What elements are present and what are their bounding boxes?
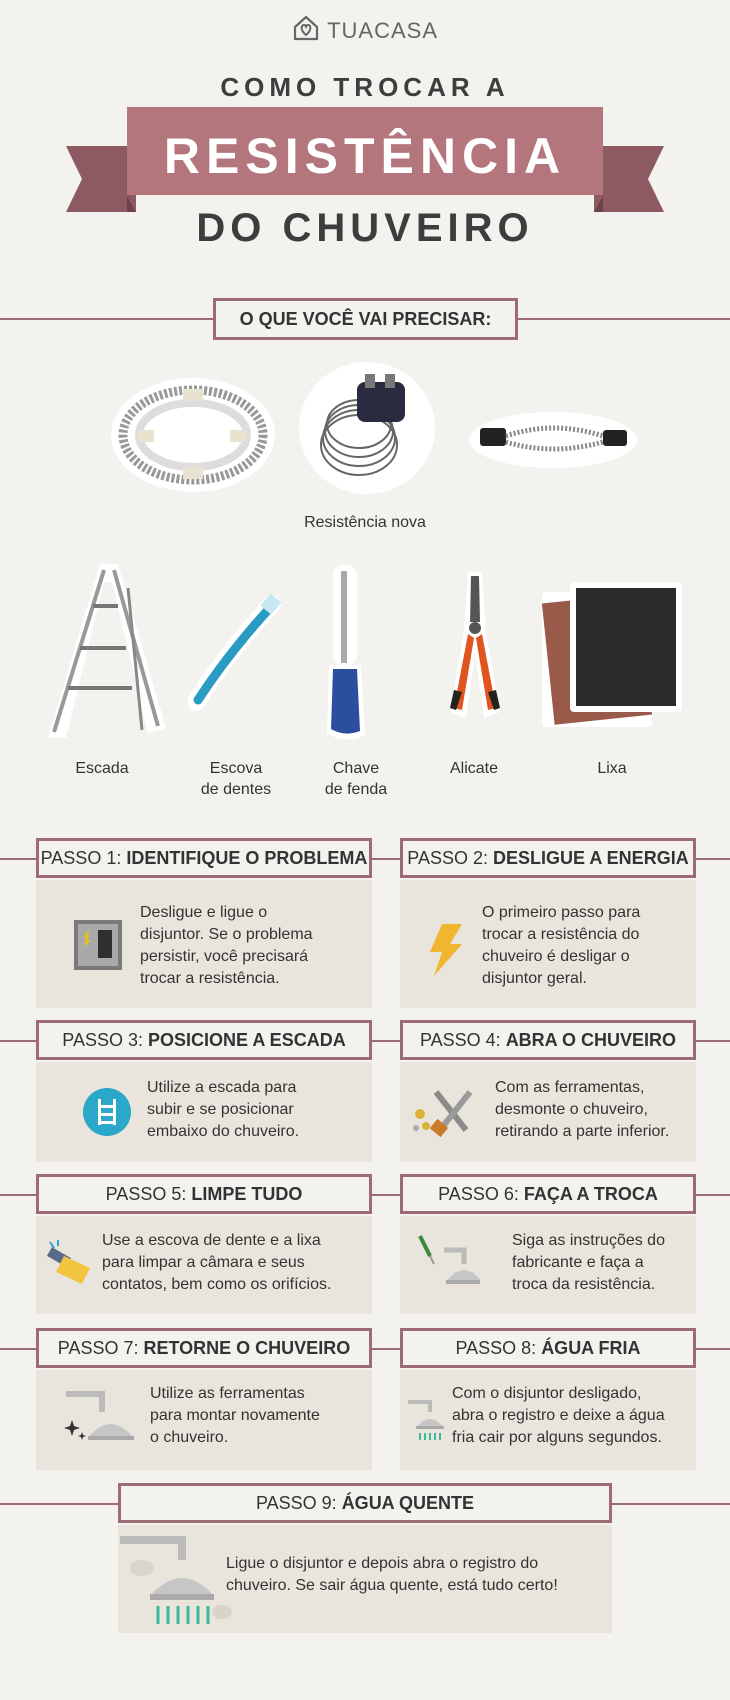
step-8-title: PASSO 8: ÁGUA FRIA (400, 1328, 696, 1368)
step-9-title: PASSO 9: ÁGUA QUENTE (118, 1483, 612, 1523)
shower-screwdriver-icon (416, 1234, 480, 1290)
screwdriver-image (325, 565, 385, 745)
brand-logo (0, 14, 730, 48)
lightning-icon (426, 922, 466, 978)
shower-hot-icon (118, 1532, 234, 1630)
step-5-title: PASSO 5: LIMPE TUDO (36, 1174, 372, 1214)
step-5-text: Use a escova de dente e a lixa para limpar a câmara e seus contatos, bem como os orifícios. (102, 1232, 332, 1293)
title-line-3: DO CHUVEIRO (196, 206, 534, 250)
resistance-straight-image (468, 410, 638, 470)
title-line-2: RESISTÊNCIA (163, 128, 567, 184)
step-6-text: Siga as instruções do fabricante e faça a troca da resistência. (512, 1232, 665, 1293)
tool-label: Alicate (449, 760, 499, 777)
title-ribbon (127, 107, 603, 195)
brand-name: TUACASA (327, 18, 439, 43)
resistance-ring-image (108, 375, 278, 495)
pliers-image (440, 572, 510, 722)
tool-label: Chave de fenda (324, 760, 388, 798)
step-7-title: PASSO 7: RETORNE O CHUVEIRO (36, 1328, 372, 1368)
sandpaper-image (540, 580, 685, 730)
step-1-text: Desligue e ligue o disjuntor. Se o problema persistir, você precisará trocar a resistência. (140, 904, 313, 987)
step-4-text: Com as ferramentas, desmonte o chuveiro, retirando a parte inferior. (495, 1079, 670, 1140)
tool-label: Escada (75, 760, 129, 777)
title-line-1: COMO TROCAR A (220, 72, 510, 102)
step-9-text: Ligue o disjuntor e depois abra o registro do chuveiro. Se sair água quente, está tudo certo! (226, 1555, 558, 1594)
step-2-text: O primeiro passo para trocar a resistência do chuveiro é desligar o disjuntor geral. (482, 904, 641, 987)
tools-icon (410, 1084, 482, 1140)
step-1-title: PASSO 1: IDENTIFIQUE O PROBLEMA (36, 838, 372, 878)
step-3-title: PASSO 3: POSICIONE A ESCADA (36, 1020, 372, 1060)
ladder-image (40, 558, 170, 743)
step-8-text: Com o disjuntor desligado, abra o registro e deixe a água fria cair por alguns segundos. (452, 1385, 665, 1446)
step-4-title: PASSO 4: ABRA O CHUVEIRO (400, 1020, 696, 1060)
step-2-title: PASSO 2: DESLIGUE A ENERGIA (400, 838, 696, 878)
needs-heading: O QUE VOCÊ VAI PRECISAR: (213, 298, 518, 340)
ladder-icon (82, 1087, 132, 1137)
breaker-switch-icon (72, 918, 124, 972)
shower-sparkle-icon (62, 1386, 138, 1448)
step-6-title: PASSO 6: FAÇA A TROCA (400, 1174, 696, 1214)
toothbrush-image (188, 592, 288, 717)
house-heart-icon (292, 14, 320, 48)
tool-label: Lixa (597, 760, 627, 777)
shower-water-icon (404, 1396, 452, 1444)
broom-icon (46, 1238, 96, 1286)
resistance-coil-image (297, 360, 437, 495)
step-7-text: Utilize as ferramentas para montar novamente o chuveiro. (150, 1385, 320, 1446)
step-3-text: Utilize a escada para subir e se posicionar embaixo do chuveiro. (147, 1079, 300, 1140)
resistance-caption: Resistência nova (304, 514, 426, 531)
tool-label: Escova de dentes (200, 760, 272, 798)
